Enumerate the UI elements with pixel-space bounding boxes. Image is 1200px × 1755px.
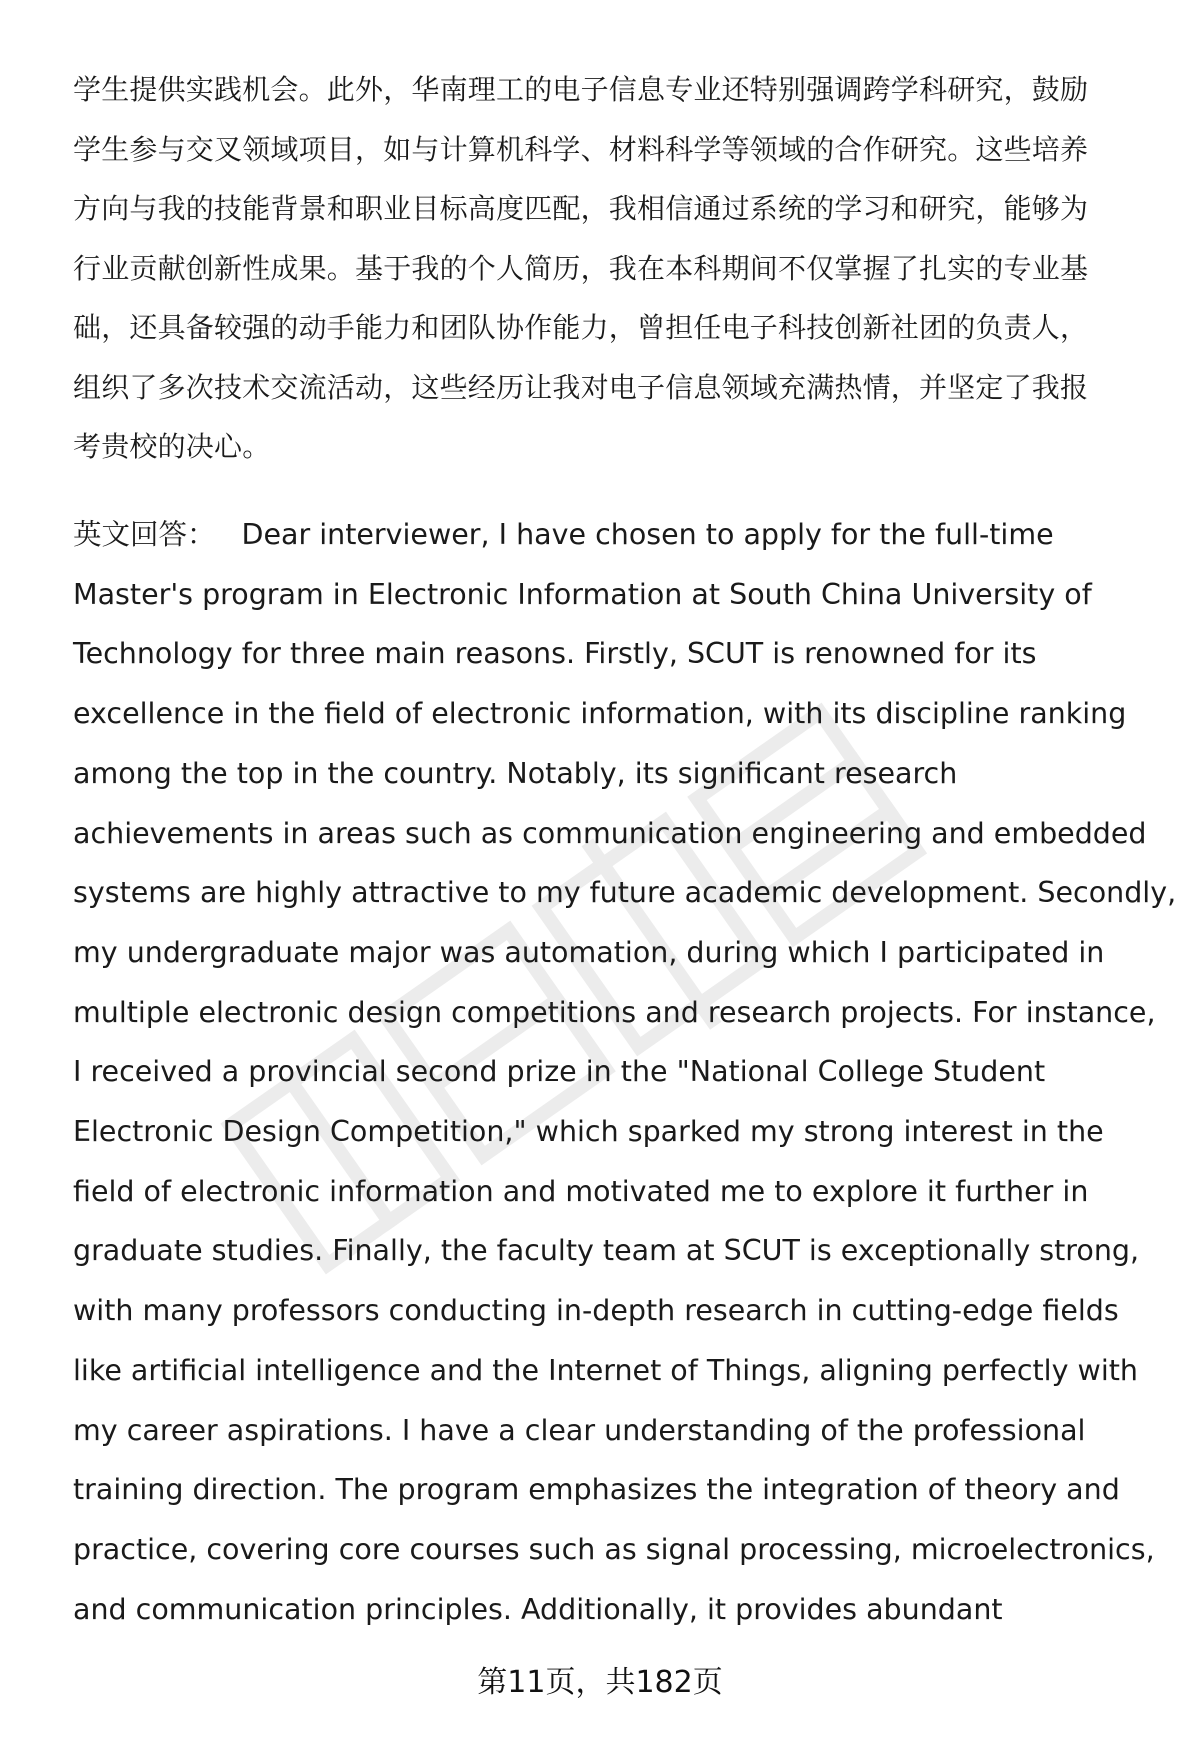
english-answer-paragraph [73, 505, 1177, 1639]
text-line: excellence in the field of electronic information, with its discipline ranking [73, 697, 1127, 731]
answer-label: 英文回答： [73, 518, 216, 551]
text-line: achievements in areas such as communication engineering and embedded [73, 816, 1147, 850]
text-line: 学生参与交叉领域项目，如与计算机科学、材料科学等领域的合作研究。这些培养 [73, 132, 1089, 166]
text-line: 组织了多次技术交流活动，这些经历让我对电子信息领域充满热情，并坚定了我报 [73, 370, 1089, 404]
text-line: with many professors conducting in-depth research in cutting-edge fields [73, 1294, 1119, 1328]
text-line: field of electronic information and motivated me to explore it further in [73, 1174, 1089, 1208]
text-line [73, 505, 1163, 565]
text-line: 学生提供实践机会。此外，华南理工的电子信息专业还特别强调跨学科研究，鼓励 [73, 73, 1089, 106]
text-line: multiple electronic design competitions and research projects. For instance, [73, 995, 1156, 1029]
text-line: Technology for three main reasons. Firstly, SCUT is renowned for its [73, 637, 1037, 671]
text-line: like artificial intelligence and the Internet of Things, aligning perfectly with [73, 1353, 1138, 1387]
text-line: among the top in the country. Notably, its significant research [73, 756, 958, 790]
answer-first-line: Dear interviewer, I have chosen to apply for the full-time [241, 518, 1054, 551]
text-line: I received a provincial second prize in the "National College Student [73, 1055, 1046, 1089]
text-line: 考贵校的决心。 [73, 430, 271, 463]
text-line: 行业贡献创新性成果。基于我的个人简历，我在本科期间不仅掌握了扎实的专业基 [73, 251, 1089, 285]
text-line: 方向与我的技能背景和职业目标高度匹配，我相信通过系统的学习和研究，能够为 [73, 192, 1089, 225]
chinese-paragraph [73, 60, 1153, 477]
text-line: Master's program in Electronic Information at South China University of [73, 577, 1092, 611]
text-line: training direction. The program emphasizes the integration of theory and [73, 1473, 1120, 1507]
text-line: systems are highly attractive to my future academic development. Secondly, [73, 876, 1177, 910]
text-line: graduate studies. Finally, the faculty team at SCUT is exceptionally strong, [73, 1234, 1140, 1268]
text-line: my career aspirations. I have a clear understanding of the professional [73, 1413, 1086, 1447]
text-line: practice, covering core courses such as signal processing, microelectronics, [73, 1532, 1155, 1566]
page-number: 第11页，共182页 [477, 1665, 723, 1700]
text-line: 础，还具备较强的动手能力和团队协作能力，曾担任电子科技创新社团的负责人， [73, 311, 1089, 344]
text-line: Electronic Design Competition," which sparked my strong interest in the [73, 1115, 1104, 1149]
text-line: and communication principles. Additionally, it provides abundant [73, 1592, 1003, 1626]
text-line: my undergraduate major was automation, during which I participated in [73, 935, 1105, 969]
